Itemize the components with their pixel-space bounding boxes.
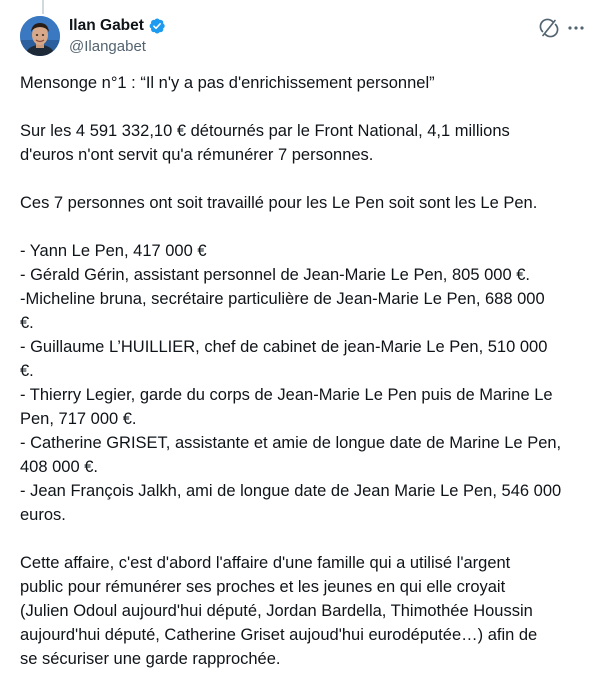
list-item: - Catherine GRISET, assistante et amie de longue date de Marine Le Pen, <box>20 434 562 452</box>
text-line: d'euros n'ont servit qu'a rémunérer 7 personnes. <box>20 146 374 164</box>
paragraph-seven-people <box>20 191 590 215</box>
grok-icon[interactable] <box>539 18 559 38</box>
paragraph-lie-statement <box>20 71 590 95</box>
tweet-text <box>20 71 590 671</box>
list-item: €. <box>20 362 34 380</box>
list-item: €. <box>20 314 34 332</box>
verified-badge-icon[interactable] <box>148 17 166 35</box>
text-line: Cette affaire, c'est d'abord l'affaire d'une famille qui a utilisé l'argent <box>20 554 511 572</box>
list-item: Pen, 717 000 €. <box>20 410 137 428</box>
thread-connector-line <box>42 0 44 14</box>
text-line: se sécuriser une garde rapprochée. <box>20 650 281 668</box>
list-item: -Micheline bruna, secrétaire particulière de Jean-Marie Le Pen, 688 000 <box>20 290 545 308</box>
list-item: - Yann Le Pen, 417 000 € <box>20 242 207 260</box>
list-item: - Gérald Gérin, assistant personnel de Jean-Marie Le Pen, 805 000 €. <box>20 266 530 284</box>
avatar[interactable] <box>20 16 60 56</box>
text-line: aujourd'hui député, Catherine Griset aujoud'hui eurodéputée…) afin de <box>20 626 538 644</box>
text-line: public pour rémunérer ses proches et les jeunes en qui elle croyait <box>20 578 506 596</box>
text-line: Sur les 4 591 332,10 € détournés par le Front National, 4,1 millions <box>20 122 510 140</box>
text-line: Ces 7 personnes ont soit travaillé pour les Le Pen soit sont les Le Pen. <box>20 194 538 212</box>
list-item: - Thierry Legier, garde du corps de Jean-Marie Le Pen puis de Marine Le <box>20 386 553 404</box>
paragraph-conclusion <box>20 551 590 671</box>
author-display-name[interactable]: Ilan Gabet <box>69 17 144 34</box>
paragraph-people-list <box>20 239 590 527</box>
author-name-row <box>69 17 166 35</box>
more-icon[interactable] <box>566 18 586 38</box>
list-item: - Guillaume L’HUILLIER, chef de cabinet de jean-Marie Le Pen, 510 000 <box>20 338 548 356</box>
author-handle[interactable]: @Ilangabet <box>69 38 146 55</box>
list-item: 408 000 €. <box>20 458 98 476</box>
text-line: Mensonge n°1 : “Il n'y a pas d'enrichissement personnel” <box>20 74 435 92</box>
list-item: - Jean François Jalkh, ami de longue date de Jean Marie Le Pen, 546 000 <box>20 482 562 500</box>
text-line: (Julien Odoul aujourd'hui député, Jordan Bardella, Thimothée Houssin <box>20 602 533 620</box>
paragraph-amount <box>20 119 590 167</box>
list-item: euros. <box>20 506 66 524</box>
